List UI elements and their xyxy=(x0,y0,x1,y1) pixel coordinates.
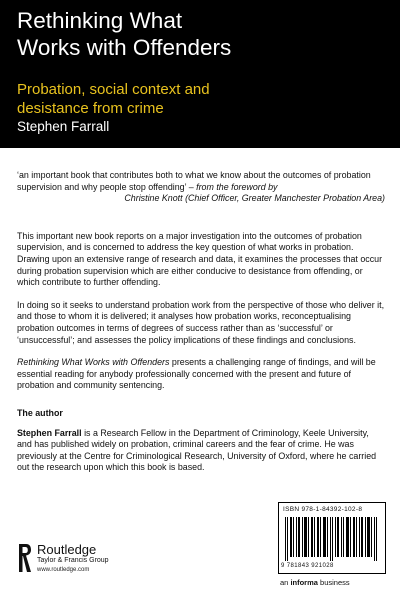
barcode-bars xyxy=(285,517,381,561)
isbn-text: ISBN 978-1-84392-102-8 xyxy=(283,506,363,513)
about-author-text xyxy=(17,428,385,474)
book-title-italic: Rethinking What Works with Offenders xyxy=(17,357,170,368)
blurb-paragraph-3 xyxy=(17,357,385,392)
subtitle-line-2: desistance from crime xyxy=(17,100,164,117)
title-line-2: Works with Offenders xyxy=(17,35,232,60)
blurb xyxy=(17,170,385,474)
publisher-url: www.routledge.com xyxy=(37,567,90,573)
routledge-mark-icon xyxy=(17,542,33,574)
author-name-bold: Stephen Farrall xyxy=(17,427,82,438)
cover-header xyxy=(0,0,400,148)
routledge-logo xyxy=(17,542,147,582)
book-title xyxy=(17,7,387,61)
book-subtitle xyxy=(17,80,387,118)
barcode-digits: 9 781843 921028 xyxy=(281,563,334,569)
about-author-heading: The author xyxy=(17,407,63,418)
publisher-name: Routledge xyxy=(37,542,97,557)
informa-suffix: business xyxy=(317,578,350,587)
blurb-paragraph-2: In doing so it seeks to understand probation work from the perspective of those who deliver it, and those to whom it is delivered; it analyses how probation works, reconceptualising probation outcomes in terms of degrees of success rather than as ‘successful’ or ‘unsuccessful’; and assesses the policy implications of these findings and conclusions. xyxy=(17,299,385,345)
informa-tagline xyxy=(280,578,350,587)
informa-prefix: an xyxy=(280,578,291,587)
title-line-1: Rethinking What xyxy=(17,8,183,33)
quote-text: ‘an important book that contributes both to what we know about the outcomes of probation supervision and why people stop offending’ – xyxy=(17,170,371,192)
author-bio: is a Research Fellow in the Department of Criminology, Keele University, and has published widely on probation, criminal careers and the fear of crime. He was previously at the Centre for Criminological Research, University of Oxford, where he carried out the research upon which this book is based. xyxy=(17,427,377,473)
endorsement-quote xyxy=(17,170,385,205)
blurb-paragraph-3-text: presents a challenging range of findings, and will be essential reading for anybody professionally concerned with the present and future of probation and community sentencing. xyxy=(17,357,376,391)
subtitle-line-1: Probation, social context and xyxy=(17,81,210,98)
blurb-paragraph-1: This important new book reports on a major investigation into the outcomes of probation supervision, and is concerned to address the key question of what works in probation. Drawing upon an extensive range of research and data, it examines the processes that occur during probation supervision which are either conducive to desistance from offending, or which contribute to further offending. xyxy=(17,230,383,288)
quote-from: from the foreword by xyxy=(196,181,278,192)
informa-brand: informa xyxy=(290,578,318,587)
barcode xyxy=(278,502,386,574)
publisher-group: Taylor & Francis Group xyxy=(37,557,109,564)
quote-attribution: Christine Knott (Chief Officer, Greater Manchester Probation Area) xyxy=(124,193,385,204)
cover-author: Stephen Farrall xyxy=(17,119,110,134)
